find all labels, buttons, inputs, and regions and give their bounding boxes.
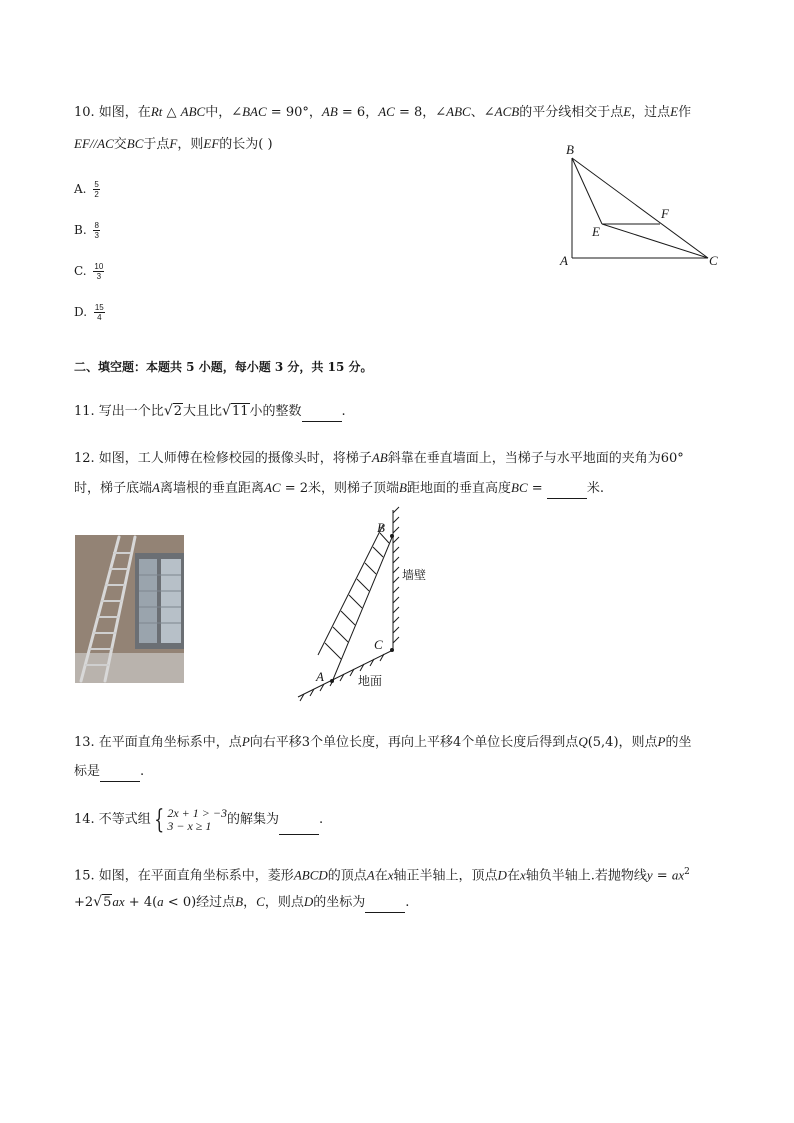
label-a: A [560,253,568,268]
label-wall: 墙壁 [402,568,427,582]
answer-blank[interactable] [365,894,405,913]
label-e: E [592,224,600,239]
label-c: C [374,637,383,652]
label-a: A [316,669,324,684]
q10-line2: EF//AC交BC于点F，则EF的长为( ) [74,136,273,152]
fraction: $\frac{5}{2}$ [94,180,99,199]
q12-line1: 12. 如图，工人师傅在检修校园的摄像头时，将梯子AB斜靠在垂直墙面上，当梯子与水平地面的夹角为60° [74,450,684,466]
q13-line1: 13. 在平面直角坐标系中，点P向右平移3个单位长度，再向上平移4个单位长度后得到点Q(5,4)，则点P的坐 [74,734,692,750]
label-b: B [377,520,385,535]
radical-sign: √ [93,894,103,910]
answer-blank[interactable] [302,403,342,422]
point-b [390,534,394,538]
q15-line2: +2√5ax + 4(a < 0)经过点B，C，则点D的坐标为 . [74,893,409,913]
q12-ladder-diagram [290,505,440,710]
bisector-be [572,158,602,224]
q15-line1: 15. 如图，在平面直角坐标系中，菱形ABCD的顶点A在x轴正半轴上，顶点D在x轴负半轴上.若抛物线$y = ax^2$ [74,867,690,884]
radical-sign: √ [222,403,231,419]
label-c: C [709,253,718,268]
answer-blank[interactable] [100,763,140,782]
ladder-rail-outer [318,525,383,655]
fraction: $\frac{8}{3}$ [94,221,99,240]
q10-option-d[interactable]: D. $\frac{15}{4}$ [74,303,104,322]
label-ground: 地面 [358,674,383,688]
side-bc [572,158,708,258]
left-brace: { [154,804,165,835]
q10-option-a[interactable]: A. $\frac{5}{2}$ [74,180,99,199]
radical-sign: √ [163,403,173,419]
q13-line2: 标是 . [74,763,144,782]
answer-blank[interactable] [279,806,319,835]
q10-option-c[interactable]: C. $\frac{10}{3}$ [74,262,104,281]
point-a [330,679,334,683]
section-2-header: 二、填空题：本题共 5 小题，每小题 3 分，共 15 分。 [74,360,373,374]
q11: 11. 写出一个比√2大且比√11小的整数 . [74,402,346,422]
bisector-ce [602,224,708,258]
point-c [390,648,394,652]
answer-blank[interactable] [547,480,587,499]
q10-triangle-figure [555,140,730,275]
q12-line2: 时，梯子底端A离墙根的垂直距离AC = 2米，则梯子顶端B距地面的垂直高度BC = 米. [74,479,604,499]
fraction: $\frac{15}{4}$ [94,303,104,322]
fraction: $\frac{10}{3}$ [94,262,104,281]
ladder-photo [75,535,184,683]
inequality-system: 2x + 1 > −3 3 − x ≥ 1 [167,805,227,833]
q10-option-b[interactable]: B. $\frac{8}{3}$ [74,221,99,240]
label-f: F [661,206,669,221]
label-b: B [566,142,574,157]
q14: 14. 不等式组 { 2x + 1 > −3 3 − x ≥ 1 的解集为 . [74,804,324,835]
q10-line1: 10. 如图，在Rt △ ABC中，∠BAC = 90°，AB = 6，AC = 8，∠ABC、∠ACB的平分线相交于点E，过点E作 [74,104,692,120]
